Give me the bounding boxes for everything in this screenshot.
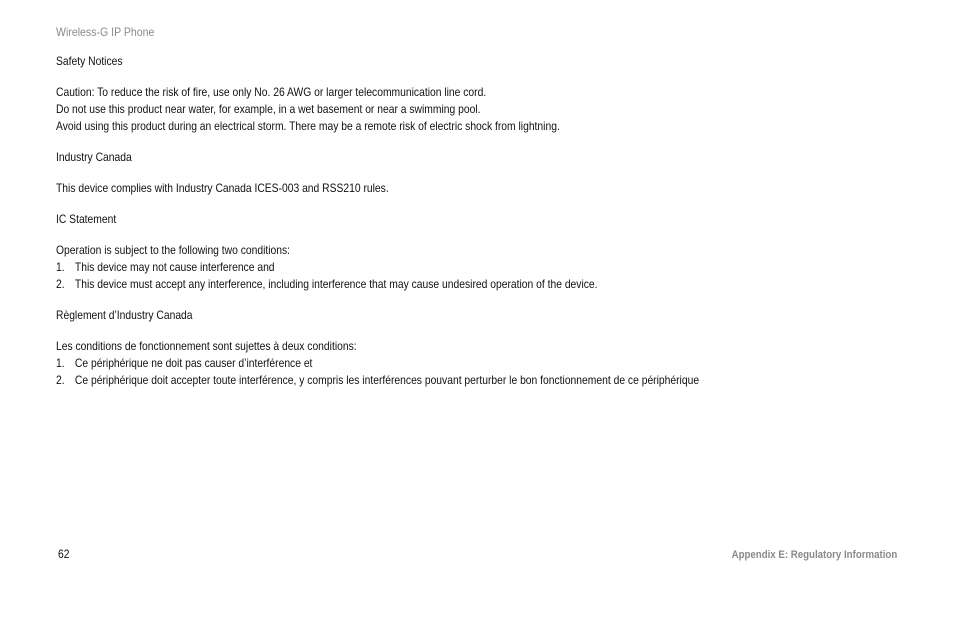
footer-section-title: Appendix E: Regulatory Information — [731, 549, 897, 561]
list-item-number: 2. — [56, 277, 65, 291]
ic-statement-body — [56, 242, 916, 293]
list-item-number: 1. — [56, 356, 65, 370]
page-content — [56, 53, 916, 403]
reglement-heading: Règlement d’Industry Canada — [56, 308, 193, 322]
page-number: 62 — [58, 547, 70, 561]
safety-notices-heading: Safety Notices — [56, 54, 123, 68]
safety-notices-body — [56, 84, 916, 135]
ic-statement-heading: IC Statement — [56, 212, 117, 226]
safety-water-line: Do not use this product near water, for example, in a wet basement or near a swimming pool. — [56, 102, 481, 116]
list-item — [56, 276, 796, 293]
reglement-body — [56, 338, 916, 389]
list-item — [56, 372, 796, 389]
ic-statement-intro: Operation is subject to the following two conditions: — [56, 243, 291, 257]
safety-caution-line: Caution: To reduce the risk of fire, use only No. 26 AWG or larger telecommunication line cord. — [56, 85, 487, 99]
list-item-number: 1. — [56, 260, 65, 274]
list-item-number: 2. — [56, 373, 65, 387]
list-item-text: Ce périphérique ne doit pas causer d’interférence et — [74, 356, 313, 370]
industry-canada-text: This device complies with Industry Canada ICES-003 and RSS210 rules. — [56, 181, 389, 195]
safety-storm-line: Avoid using this product during an electrical storm. There may be a remote risk of electric shock from lightning. — [56, 119, 560, 133]
reglement-intro: Les conditions de fonctionnement sont sujettes à deux conditions: — [56, 339, 357, 353]
list-item — [56, 355, 796, 372]
list-item-text: This device may not cause interference and — [74, 260, 275, 274]
list-item-text: Ce périphérique doit accepter toute interférence, y compris les interférences pouvant perturber le bon fonctionnement de ce périphérique — [74, 373, 700, 387]
list-item-text: This device must accept any interference, including interference that may cause undesired operation of the device. — [74, 277, 598, 291]
list-item — [56, 259, 796, 276]
running-header: Wireless-G IP Phone — [56, 25, 155, 39]
industry-canada-heading: Industry Canada — [56, 150, 132, 164]
